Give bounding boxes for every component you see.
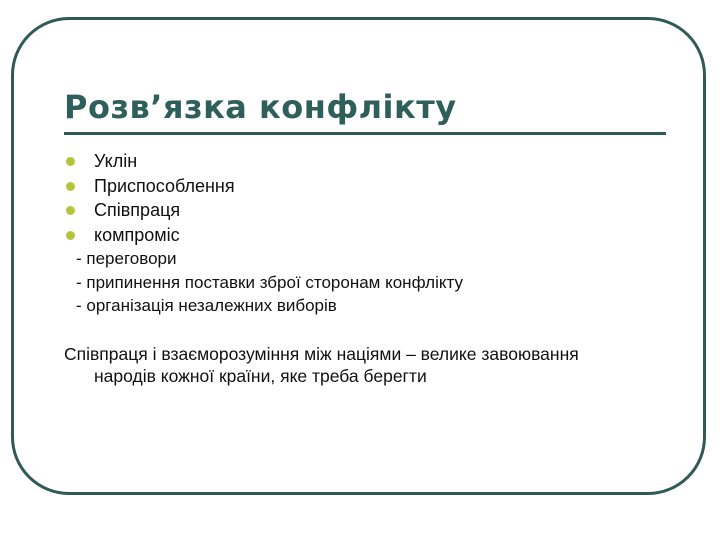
bullet-dot-icon: [66, 231, 75, 240]
bullet-dot-icon: [66, 206, 75, 215]
sub-item: - переговори: [76, 249, 177, 268]
conclusion-paragraph: [64, 343, 684, 387]
conclusion-line: народів кожної країни, яке треба берегти: [94, 366, 427, 386]
bullet-text: Уклін: [94, 151, 138, 171]
conclusion-line: Співпраця і взаєморозуміння між націями – велике завоювання: [64, 344, 579, 364]
bullet-text: Приспособлення: [94, 175, 235, 196]
bullet-dot-icon: [66, 182, 75, 191]
slide-title: Розв’язка конфлікту: [64, 88, 457, 126]
sub-item-list: [76, 247, 463, 318]
sub-item: - припинення поставки зброї сторонам конфлікту: [76, 272, 463, 292]
title-underline: [64, 132, 666, 135]
bullet-dot-icon: [66, 157, 75, 166]
bullet-text: компроміс: [94, 224, 180, 245]
bullet-text: Співпраця: [94, 200, 181, 220]
sub-item: - організація незалежних виборів: [76, 296, 337, 315]
